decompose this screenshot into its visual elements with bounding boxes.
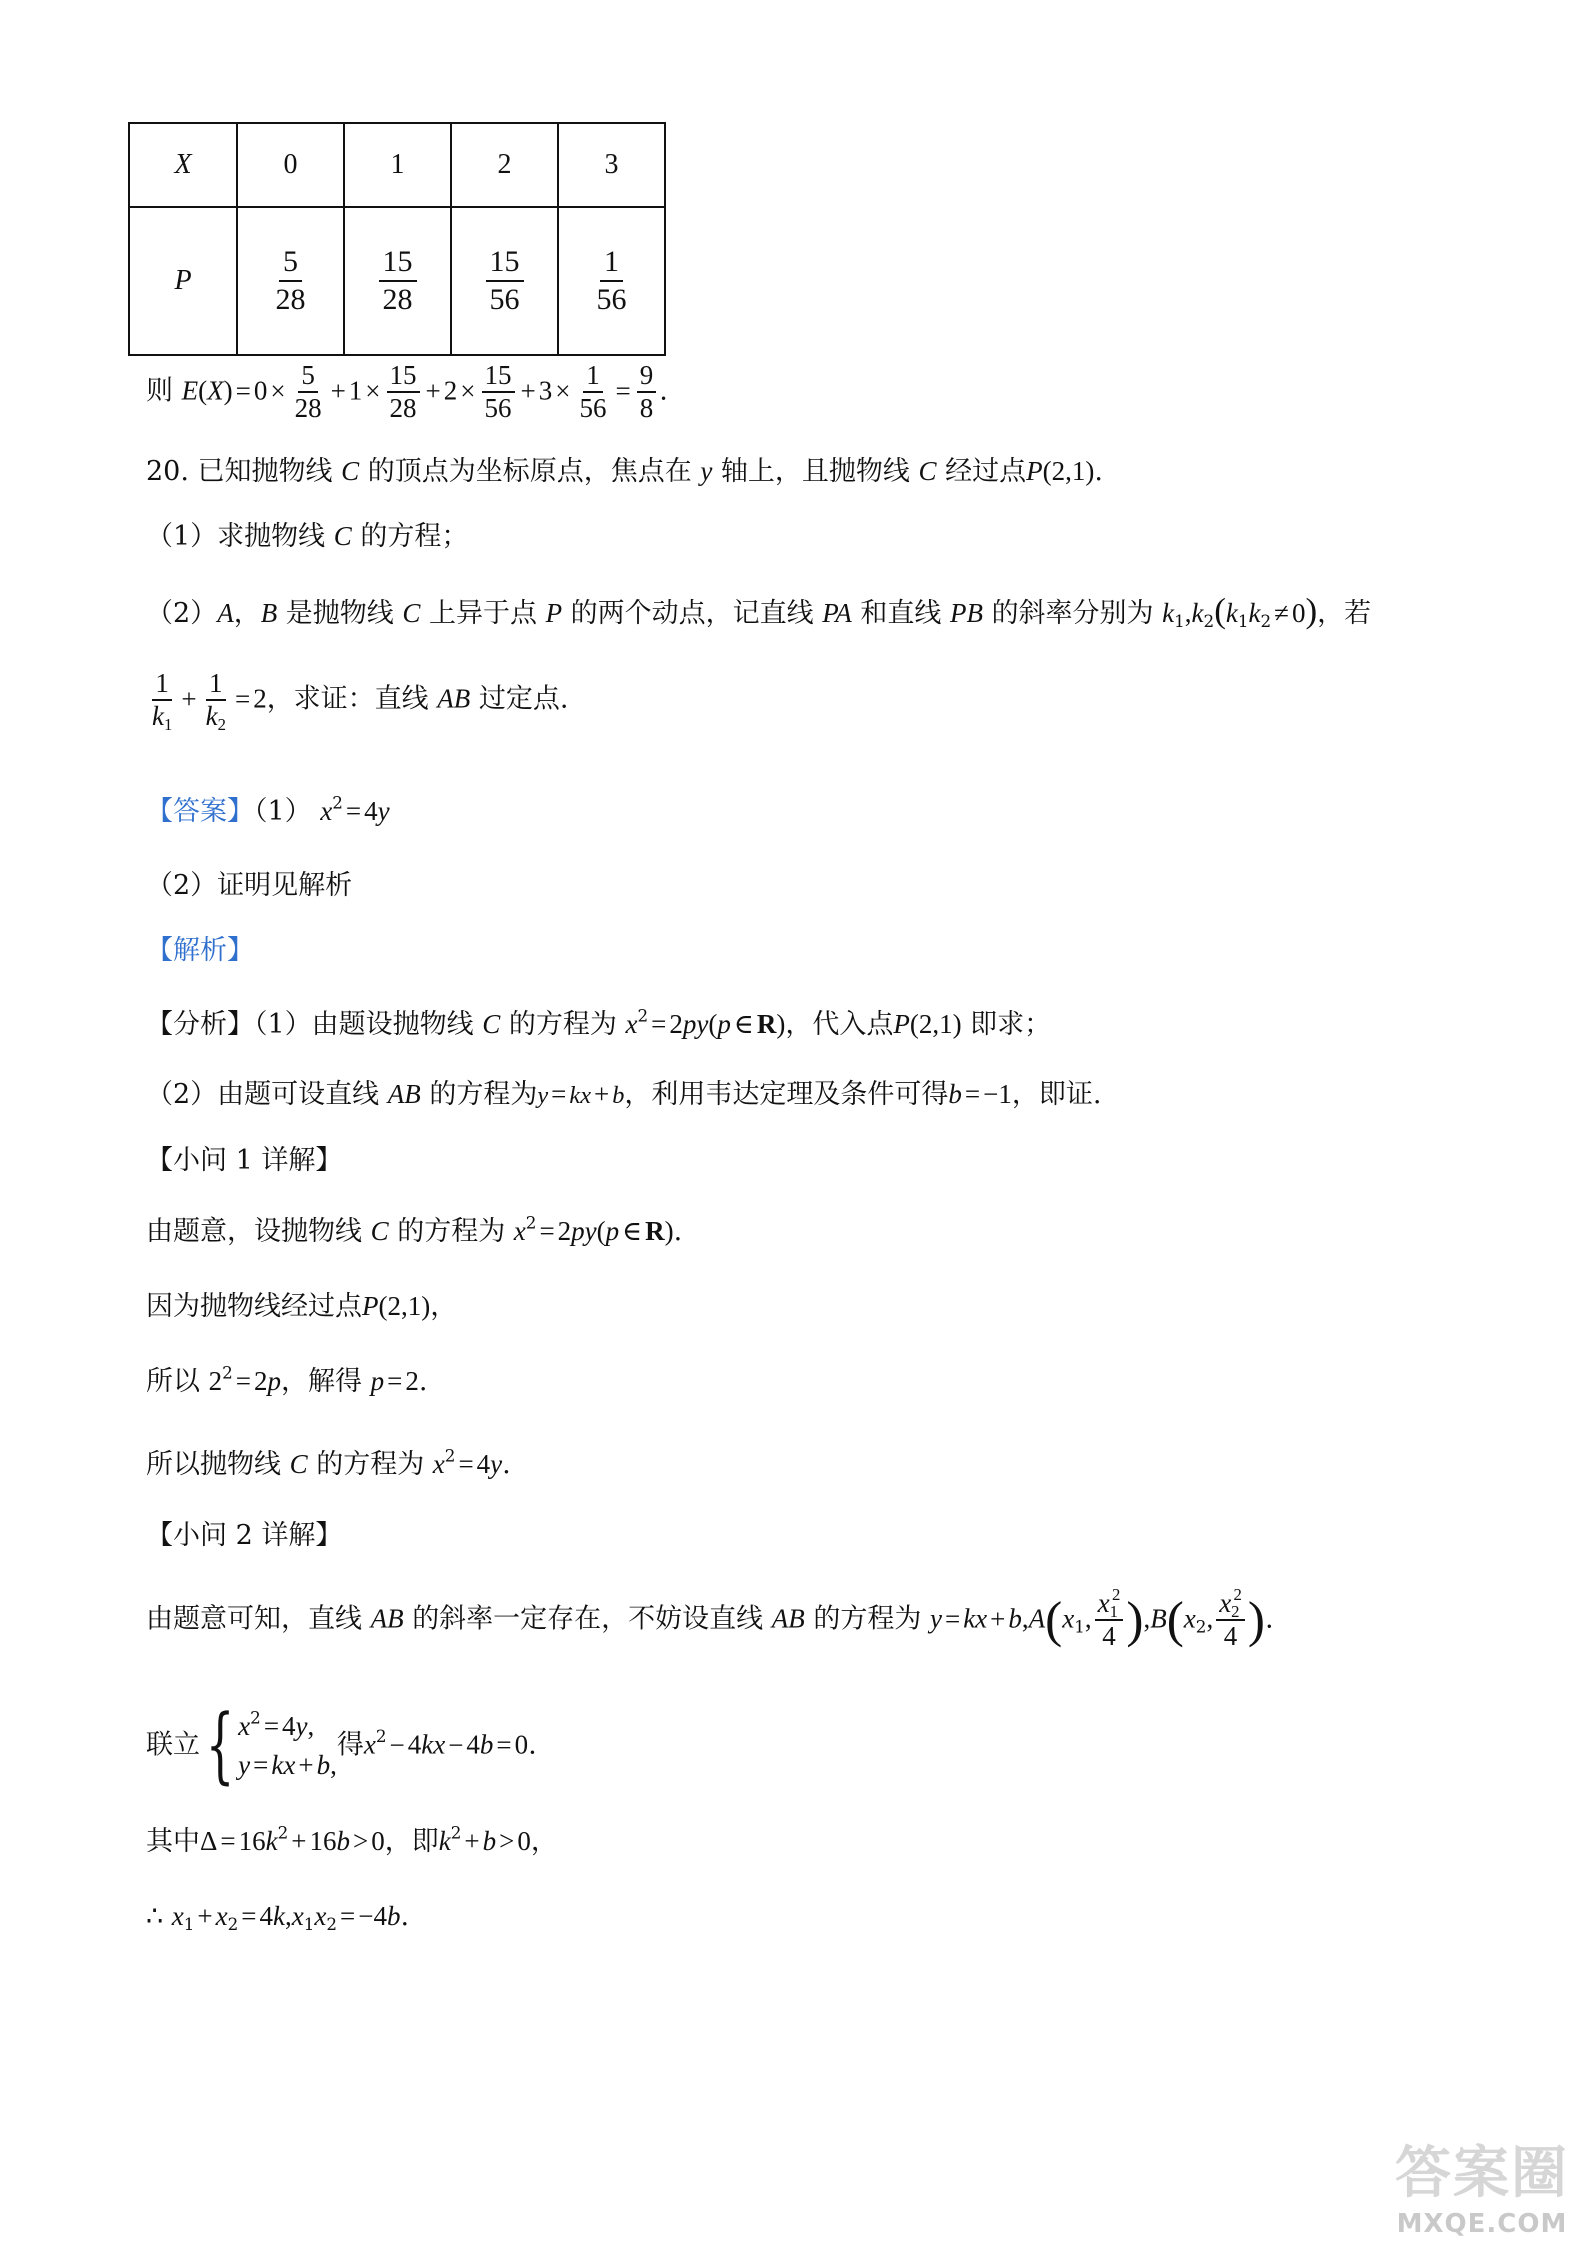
table-header-row bbox=[129, 123, 665, 207]
equation-system: { $x^2 = 4y$, y = kx + b, bbox=[205, 1698, 337, 1793]
sub2-line-4: ∴ $x_1 + x_2 = 4k,x_1x_2 = -4b$. bbox=[146, 1901, 410, 1935]
table-cell: $\frac{5}{28}$ bbox=[237, 207, 344, 355]
fenxi-line-2: （2）由题可设直线 AB 的方程为y = kx + b，利用韦达定理及条件可得b = −1，即证. bbox=[146, 1079, 1102, 1110]
table-header-cell: X bbox=[129, 123, 237, 207]
sub1-line-4: 所以抛物线 C 的方程为 $x^2 = 4y$. bbox=[146, 1445, 511, 1480]
sub1-line-1: 由题意，设抛物线 C 的方程为 $x^2 = 2py(p$ ∈ R). bbox=[146, 1212, 683, 1247]
sub2-line-3: 其中$\Delta = 16k^2 + 16b > 0$，即$k^2 + b > 0$， bbox=[146, 1822, 558, 1857]
table-header-cell: 0 bbox=[237, 123, 344, 207]
answer-line-1: 【答案】（1） $x^2 = 4y$ bbox=[146, 792, 390, 827]
table-prob-row bbox=[129, 207, 665, 355]
sub1-tag: 【小问 1 详解】 bbox=[146, 1145, 343, 1176]
sub2-tag: 【小问 2 详解】 bbox=[146, 1520, 343, 1551]
table-cell: $\frac{15}{56}$ bbox=[451, 207, 558, 355]
sub1-line-3: 所以 $2^2 = 2p$，解得 p = 2. bbox=[146, 1362, 428, 1397]
answer-tag: 【答案】 bbox=[146, 796, 254, 827]
expectation-line: 则 E(X) = 0 × $\frac{5}{28}$ + 1 × $\frac{15}{28}$ + 2 × $\frac{15}{56}$ + 3 × $\frac{1}{56}$ = $\frac{9}{8}$ . bbox=[146, 360, 668, 424]
watermark-logo: 答案圈 MXQE.COM bbox=[1395, 2141, 1569, 2239]
table-header-cell: 1 bbox=[344, 123, 451, 207]
sub2-line-1: 由题意可知，直线 AB 的斜率一定存在，不妨设直线 AB 的方程为 y = kx + $b,A(x_1$, $\frac{x_1^2}{4}$ )$,B(x_2$, $\frac{x_2^2}{4}$ ). bbox=[146, 1585, 1274, 1652]
table-row-label: P bbox=[129, 207, 237, 355]
question-20-part2: （2）A，B 是抛物线 C 上异于点 P 的两个动点，记直线 PA 和直线 PB 的斜率分别为 $k_1,k_2(k_1k_2 \ne 0)$，若 bbox=[146, 591, 1372, 632]
table-cell: $\frac{1}{56}$ bbox=[558, 207, 665, 355]
table-header-cell: 3 bbox=[558, 123, 665, 207]
table-cell: $\frac{15}{28}$ bbox=[344, 207, 451, 355]
question-20-condition: $\frac{1}{k_1}$ + $\frac{1}{k_2}$ = 2，求证：直线 AB 过定点. bbox=[152, 668, 569, 735]
table-header-cell: 2 bbox=[451, 123, 558, 207]
analysis-tag: 【解析】 bbox=[146, 935, 254, 966]
answer-line-2: （2）证明见解析 bbox=[146, 870, 353, 901]
question-20-stem: 20. 已知抛物线 C 的顶点为坐标原点，焦点在 y 轴上，且抛物线 C 经过点P(2,1). bbox=[146, 456, 1103, 487]
distribution-table bbox=[128, 122, 666, 356]
question-20-part1: （1）求抛物线 C 的方程； bbox=[146, 521, 469, 552]
sub2-line-2: 联立 { $x^2 = 4y$, y = kx + b, 得$x^2 - 4kx - 4b = 0$. bbox=[146, 1698, 537, 1793]
fenxi-line-1: 【分析】（1）由题设抛物线 C 的方程为 $x^2 = 2py(p$ ∈ R)，代入点P(2,1) 即求； bbox=[146, 1005, 1052, 1040]
sub1-line-2: 因为抛物线经过点P(2,1)， bbox=[146, 1291, 458, 1322]
